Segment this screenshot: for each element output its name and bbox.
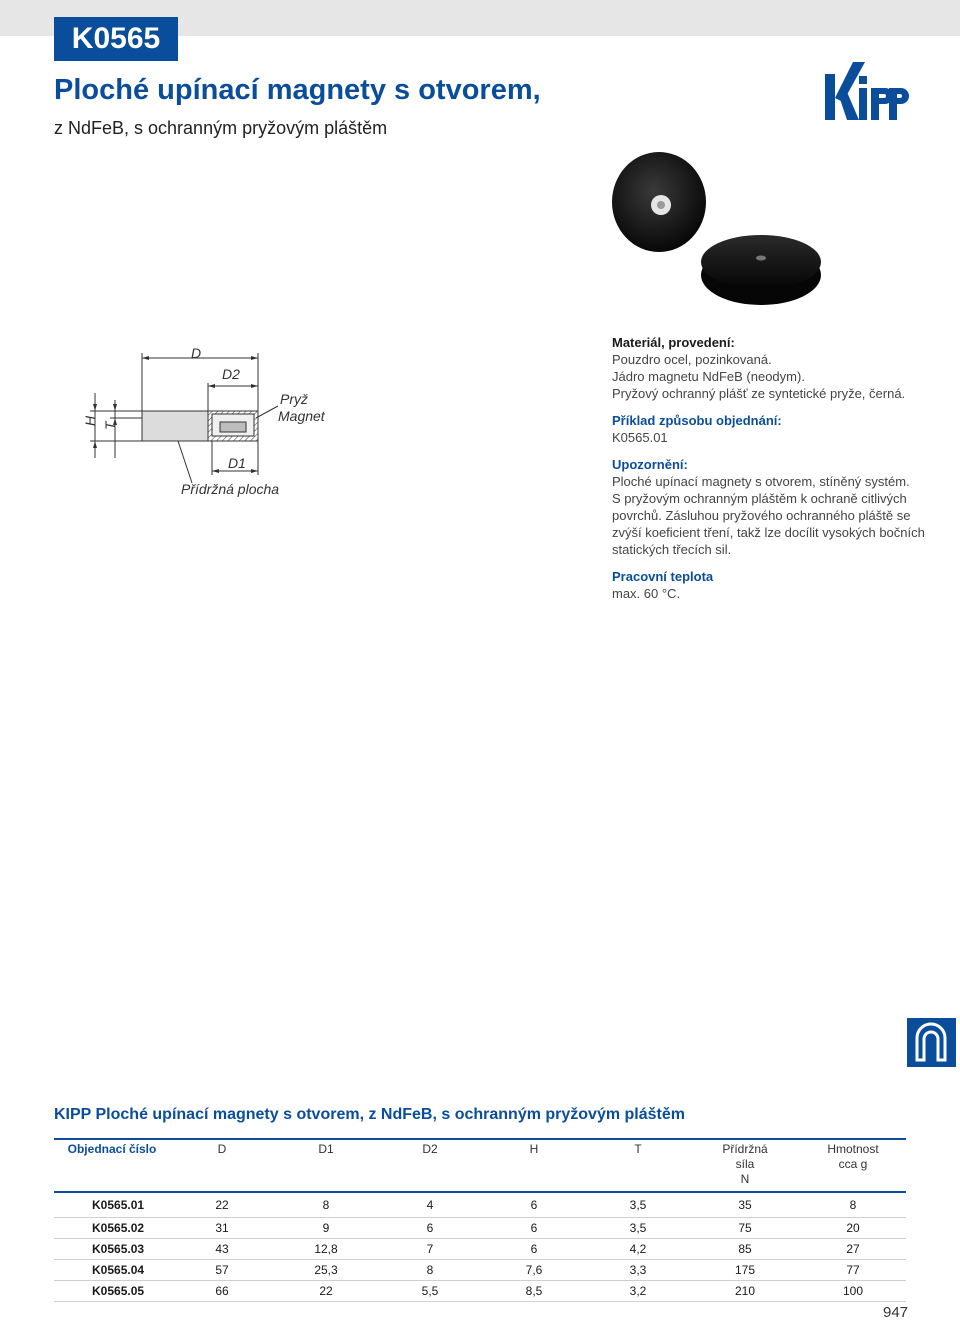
cell-code: K0565.04: [54, 1260, 170, 1281]
label-magnet: Magnet: [278, 408, 325, 424]
note-line: povrchů. Zásluhou pryžového ochranného pláště se: [612, 508, 911, 523]
table-title: KIPP Ploché upínací magnety s otvorem, z NdFeB, s ochranným pryžovým pláštěm: [54, 1106, 685, 1123]
label-h: H: [82, 415, 98, 426]
cell-h: 8,5: [482, 1281, 586, 1302]
cell-mass: 20: [800, 1218, 906, 1239]
material-heading: Materiál, provedení:: [612, 335, 735, 350]
label-rubber: Pryž: [280, 391, 308, 407]
product-photo: [605, 145, 835, 315]
cell-code: K0565.05: [54, 1281, 170, 1302]
cell-d: 66: [170, 1281, 274, 1302]
cell-t: 4,2: [586, 1239, 690, 1260]
page-number: 947: [883, 1304, 909, 1321]
order-example: K0565.01: [612, 430, 668, 445]
table-row: [54, 1192, 906, 1218]
cell-d: 57: [170, 1260, 274, 1281]
cell-d2: 8: [378, 1260, 482, 1281]
cell-d: 22: [170, 1192, 274, 1218]
product-info: [612, 334, 932, 602]
cell-code: K0565.03: [54, 1239, 170, 1260]
col-t: T: [634, 1142, 642, 1156]
cell-h: 6: [482, 1192, 586, 1218]
cell-t: 3,5: [586, 1218, 690, 1239]
dimensions-table: [54, 1138, 906, 1302]
cell-h: 6: [482, 1239, 586, 1260]
note-line: zvýší koeficient tření, takž lze docílit vysokých bočních: [612, 525, 925, 540]
cell-t: 3,5: [586, 1192, 690, 1218]
cell-d1: 12,8: [274, 1239, 378, 1260]
col-d2: D2: [422, 1142, 438, 1156]
material-line: Jádro magnetu NdFeB (neodym).: [612, 369, 805, 384]
cell-mass: 27: [800, 1239, 906, 1260]
cell-d: 43: [170, 1239, 274, 1260]
label-holding-surface: Přídržná plocha: [181, 481, 280, 497]
cell-d: 31: [170, 1218, 274, 1239]
magnet-category-icon[interactable]: [907, 1018, 956, 1067]
col-d: D: [217, 1142, 227, 1156]
kipp-logo: [825, 62, 909, 124]
cell-force: 85: [690, 1239, 800, 1260]
note-line: statických třecích sil.: [612, 542, 732, 557]
col-holding-force-unit: N: [740, 1172, 750, 1186]
cell-mass: 8: [800, 1192, 906, 1218]
material-line: Pryžový ochranný plášť ze syntetické pryže, černá.: [612, 386, 906, 401]
cell-d1: 22: [274, 1281, 378, 1302]
table-row: [54, 1218, 906, 1239]
cell-force: 210: [690, 1281, 800, 1302]
cell-code: K0565.02: [54, 1218, 170, 1239]
cell-h: 7,6: [482, 1260, 586, 1281]
col-mass-line2: cca g: [838, 1157, 868, 1171]
col-holding-force: [690, 1139, 800, 1192]
note-line: Ploché upínací magnety s otvorem, stíněný systém.: [612, 474, 910, 489]
order-heading: Příklad způsobu objednání:: [612, 413, 782, 428]
cell-d2: 7: [378, 1239, 482, 1260]
cell-d1: 8: [274, 1192, 378, 1218]
label-d: D: [191, 345, 202, 361]
cell-force: 75: [690, 1218, 800, 1239]
label-t: T: [102, 421, 118, 430]
col-h: H: [529, 1142, 539, 1156]
col-order-number: Objednací číslo: [67, 1142, 157, 1156]
cell-d2: 5,5: [378, 1281, 482, 1302]
cell-d2: 6: [378, 1218, 482, 1239]
cell-mass: 77: [800, 1260, 906, 1281]
col-holding-force-line1: Přídržná: [722, 1142, 768, 1156]
cell-t: 3,2: [586, 1281, 690, 1302]
technical-drawing: [70, 338, 330, 508]
cell-code: K0565.01: [54, 1192, 170, 1218]
cell-force: 35: [690, 1192, 800, 1218]
cell-h: 6: [482, 1218, 586, 1239]
temperature-value: max. 60 °C.: [612, 586, 681, 601]
cell-t: 3,3: [586, 1260, 690, 1281]
table-row: [54, 1281, 906, 1302]
temperature-heading: Pracovní teplota: [612, 569, 714, 584]
note-line: S pryžovým ochranným pláštěm k ochraně citlivých: [612, 491, 907, 506]
cell-mass: 100: [800, 1281, 906, 1302]
table-row: [54, 1239, 906, 1260]
cell-d1: 25,3: [274, 1260, 378, 1281]
product-code-badge: K0565: [54, 17, 178, 61]
table-row: [54, 1260, 906, 1281]
label-d2: D2: [222, 366, 240, 382]
col-holding-force-line2: síla: [735, 1157, 755, 1171]
col-d1: D1: [318, 1142, 334, 1156]
note-heading: Upozornění:: [612, 457, 688, 472]
page-subtitle: z NdFeB, s ochranným pryžovým pláštěm: [54, 118, 388, 138]
table-header-row: [54, 1139, 906, 1192]
label-d1: D1: [228, 455, 246, 471]
cell-force: 175: [690, 1260, 800, 1281]
col-mass: [800, 1139, 906, 1192]
material-line: Pouzdro ocel, pozinkovaná.: [612, 352, 772, 367]
page-title: Ploché upínací magnety s otvorem,: [54, 74, 541, 106]
cell-d1: 9: [274, 1218, 378, 1239]
cell-d2: 4: [378, 1192, 482, 1218]
col-mass-line1: Hmotnost: [827, 1142, 879, 1156]
